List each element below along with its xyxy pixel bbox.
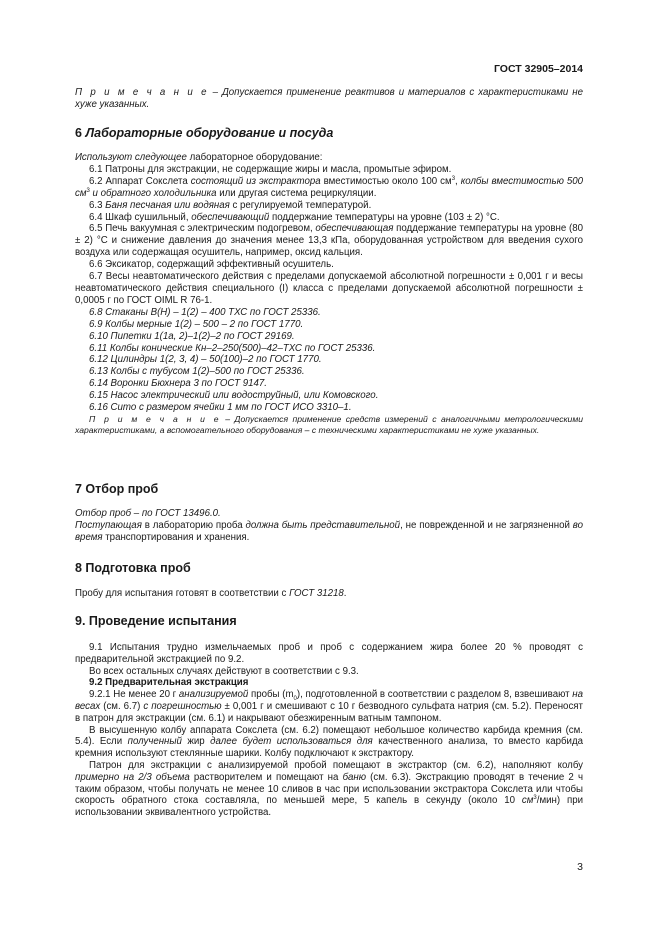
section-6-body: Используют следующее лабораторное оборудование: 6.1 Патроны для экстракции, не содержащие жиры и масла, промытые эфиром. 6.2 Аппарат Сокслета состоящий из экстрактора вместимостью около 100 $см^3$, колбы вместимостью 500 $см^3$ и обратного холодильника или другая система рециркуляции. 6.3 Баня песчаная или водяная с регулируемой температурой. 6.4 Шкаф сушильный, обеспечивающий поддержание температуры на уровне (103 ± 2) °С. 6.5 Печь вакуумная с электрическим подогревом, обеспечивающая поддержание температуры на уровне (80 ± 2) °С и снижение давления до значения менее 13,3 кПа, оборудованная устройством для введения сухого воздуха или содержащая осушитель, например, оксид кальция. 6.6 Эксикатор, содержащий эффективный осушитель. 6.7 Весы неавтоматического действия с пределами допускаемой абсолютной погрешности ± 0,001 г и весы неавтоматического действия специального (I) класса с пределами допускаемой абсолютной погрешности ± 0,0005 г по ГОСТ OIML R 76-1. 6.8 Стаканы В(Н) – 1(2) – 400 ТХС по ГОСТ 25336. 6.9 Колбы мерные 1(2) – 500 – 2 по ГОСТ 1770. 6.10 Пипетки 1(1а, 2)–1(2)–2 по ГОСТ 29169. 6.11 Колбы конические Кн–2–250(500)–42–ТХС по ГОСТ 25336. 6.12 Цилиндры 1(2, 3, 4) – 50(100)–2 по ГОСТ 1770. 6.13 Колбы с тубусом 1(2)–500 по ГОСТ 25336. 6.14 Воронки Бюхнера 3 по ГОСТ 9147. 6.15 Насос электрический или водоструйный, или Комовского. 6.16 Сито с размером ячейки 1 мм по ГОСТ ИСО 3310–1. П р и м е ч а н и е – Допускается применение средств измерений с аналогичными метрологическими характеристиками, а вспомогательного оборудования – с техническими характеристиками не хуже указанных. (75, 152, 583, 436)
section-7-body: Отбор проб – по ГОСТ 13496.0. Поступающая в лабораторию проба должна быть представительной, не поврежденной и не загрязненной во время транспортирования и хранения. (75, 508, 584, 543)
note-reagents: П р и м е ч а н и е – Допускается применение реактивов и материалов с характеристиками не хуже указанных. (75, 87, 583, 110)
section-9-body: 9.1 Испытания трудно измельчаемых проб и проб с содержанием жира более 20 % проводят с предварительной экстракцией по 9.2. Во всех остальных случаях действуют в соответствии с 9.3. 9.2 Предварительная экстракция 9.2.1 Не менее 20 г анализируемой пробы $(m_0)$, подготовленной в соответствии с разделом 8, взвешивают на весах (см. 6.7) с погрешностью ± 0,001 г и смешивают с 10 г безводного сульфата натрия (см. 5.2). Переносят в патрон для экстракции (см. 6.1) и накрывают обезжиренным ватным тампоном. В высушенную колбу аппарата Сокслета (см. 6.2) помещают небольшое количество карбида кремния (см. 5.4). Если полученный жир далее будет использоваться для качественного анализа, то вместо карбида кремния используют стеклянные шарики. Колбу подключают к экстрактору. Патрон для экстракции с анализируемой пробой помещают в экстрактор (см. 6.2), наполняют колбу примерно на 2/3 объема растворителем и помещают на баню (см. 6.3). Экстракцию проводят в течение 2 ч таким образом, чтобы получать не менее 10 сливов в час при использовании экстрактора Сокслета или чтобы скорость обратного стока составляла, по меньшей мере, 5 капель в секунду (около 10 $см^3/мин$) при использовании эквивалентного устройства. (75, 642, 584, 819)
section-9-title: 9. Проведение испытания (75, 614, 237, 628)
section-6-title: 6 Лабораторные оборудование и посуда (75, 126, 334, 140)
document-code: ГОСТ 32905–2014 (493, 63, 583, 75)
page-number: 3 (577, 861, 583, 873)
section-7-title: 7 Отбор проб (75, 482, 159, 496)
note-equipment: П р и м е ч а н и е – Допускается применение средств измерений с аналогичными метрологическими характеристиками, а вспомогательного оборудования – с техническими характеристиками не хуже указанных. (75, 413, 583, 436)
section-8-body: Пробу для испытания готовят в соответствии с ГОСТ 31218. (75, 588, 347, 599)
section-8-title: 8 Подготовка проб (75, 561, 191, 575)
